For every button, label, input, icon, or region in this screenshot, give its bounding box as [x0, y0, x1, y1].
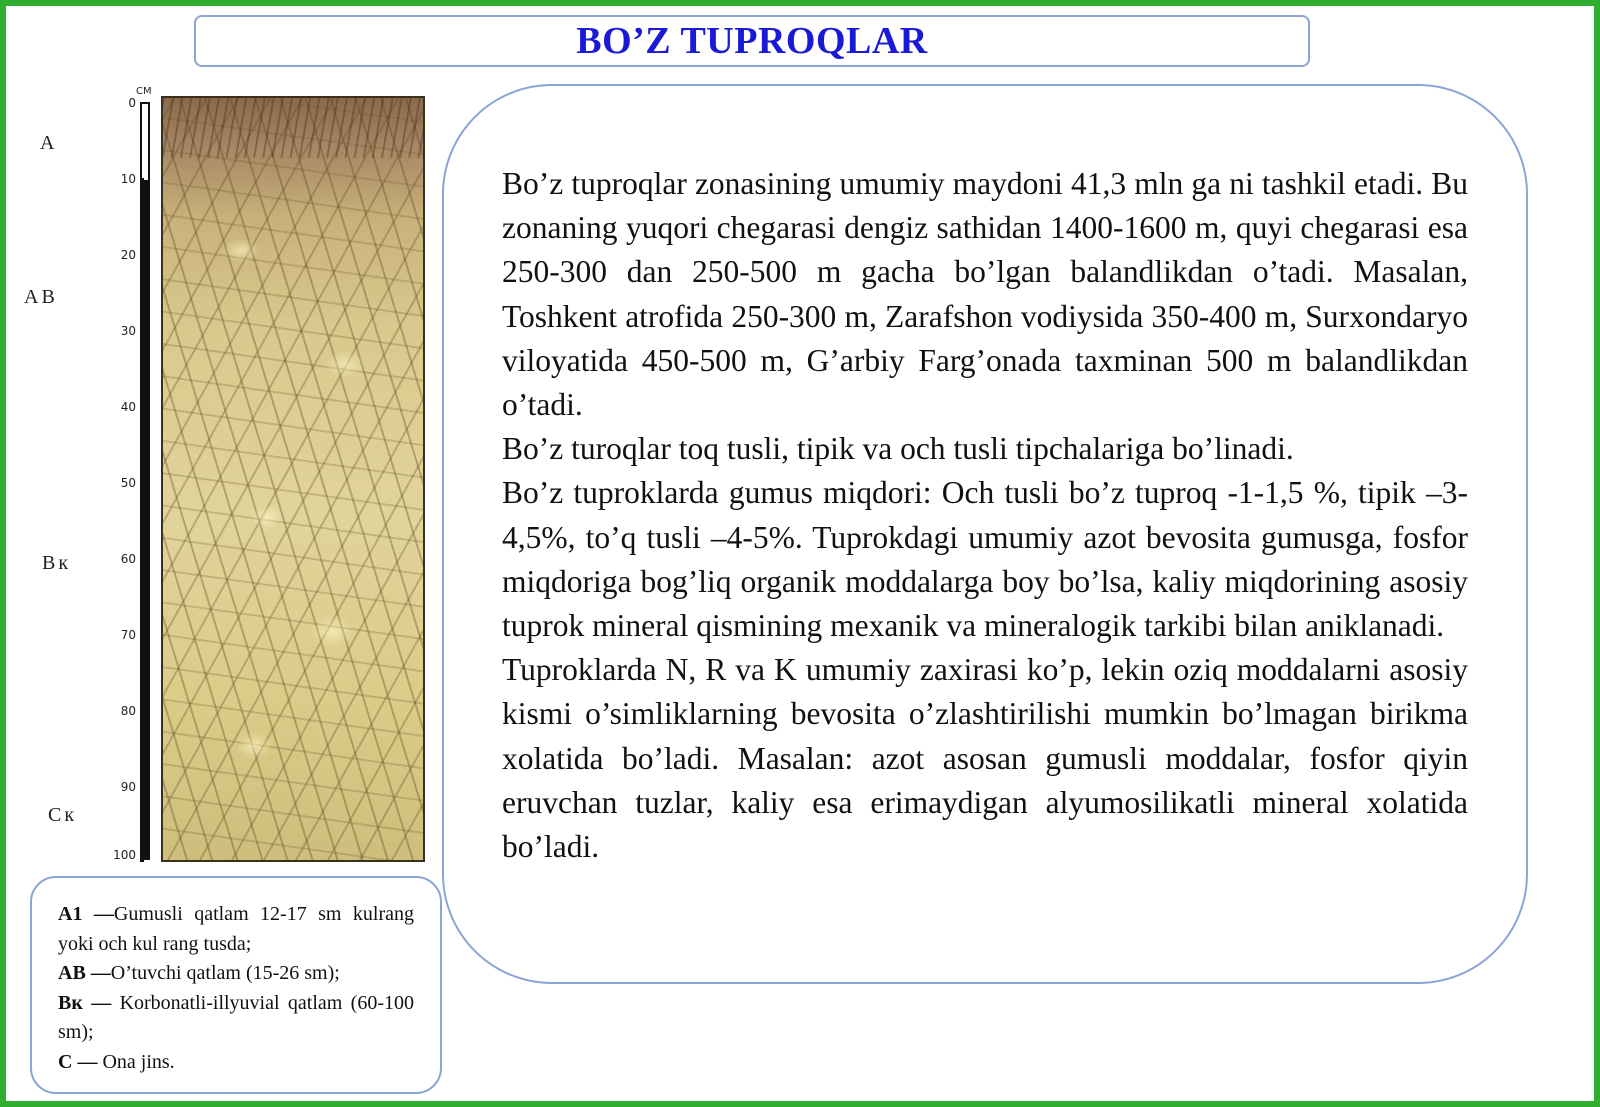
- paragraph: Tuproklarda N, R va K umumiy zaxirasi ko’p, lekin oziq moddalarni asosiy kismi o’simliklarning bevosita o’zlashtirilishi mumkin bo’lmagan birikma xolatida bo’ladi. Masalan: azot asosan gumusli moddalar, fosfor qiyin eruvchan tuzlar, kaliy esa erimaydigan alyumosilikatli mineral xolatida bo’ladi.: [502, 652, 1468, 865]
- title-box: [194, 15, 1310, 67]
- depth-tick: [140, 860, 144, 862]
- legend-text: Gumusli qatlam 12-17 sm kulrang yoki och kul rang tusda;: [58, 903, 414, 955]
- depth-tick: [140, 633, 144, 635]
- depth-tick-label: 40: [120, 400, 136, 414]
- horizon-label-b: Bк: [42, 552, 72, 574]
- depth-tick-label: 100: [113, 848, 136, 862]
- horizon-legend: [30, 876, 442, 1094]
- depth-tick: [140, 329, 144, 331]
- soil-column-image: [161, 96, 425, 862]
- depth-tick-label: 50: [120, 476, 136, 490]
- legend-item: [58, 989, 414, 1048]
- horizon-label-a: A: [40, 132, 58, 154]
- depth-tick: [140, 178, 144, 180]
- legend-code: A1 —: [58, 903, 114, 925]
- legend-code: Bк —: [58, 991, 112, 1014]
- legend-item: [58, 959, 414, 989]
- depth-tick: [140, 557, 144, 559]
- depth-tick-label: 90: [120, 780, 136, 794]
- paragraph: Bo’z tuproklarda gumus miqdori: Och tusli bo’z tuproq -1-1,5 %, tipik –3-4,5%, to’q tusli –4-5%. Tuprokdagi umumiy azot bevosita gumusga, fosfor miqdoriga bog’liq organik moddalarga boy bo’lsa, kaliy miqdorining asosiy tuprok mineral qismining mexanik va mineralogik tarkibi bilan aniklanadi.: [502, 475, 1468, 644]
- legend-text: O’tuvchi qatlam (15-26 sm);: [110, 962, 340, 984]
- depth-tick-label: 80: [120, 704, 136, 718]
- depth-tick: [140, 254, 144, 256]
- legend-code: C —: [58, 1050, 98, 1073]
- legend-text: Ona jins.: [97, 1050, 175, 1073]
- depth-tick-label: 0: [128, 96, 136, 110]
- depth-tick-label: 70: [120, 628, 136, 642]
- paragraph: Bo’z tuproqlar zonasining umumiy maydoni 41,3 mln ga ni tashkil etadi. Bu zonaning yuqori chegarasi dengiz sathidan 1400-1600 m, quyi chegarasi esa 250-300 dan 250-500 m gacha bo’lgan balandlikdan o’tadi. Masalan, Toshkent atrofida 250-300 m, Zarafshon vodiysida 350-400 m, Surxondaryo viloyatida 450-500 m, G’arbiy Farg’onada taxminan 500 m balandlikdan o’tadi.: [502, 166, 1468, 423]
- depth-tick-label: 20: [120, 248, 136, 262]
- legend-item: [58, 1048, 414, 1078]
- depth-tick: [140, 784, 144, 786]
- horizon-label-c: Cк: [48, 804, 78, 826]
- depth-tick-label: 30: [120, 324, 136, 338]
- legend-code: AB —: [58, 962, 111, 984]
- soil-profile-illustration: [20, 86, 420, 876]
- humus-layer-texture: [163, 98, 423, 158]
- depth-tick: [140, 708, 144, 710]
- depth-tick: [140, 405, 144, 407]
- depth-tick-label: 10: [120, 172, 136, 186]
- horizon-label-ab: AB: [24, 286, 58, 308]
- depth-unit-label: CM: [136, 86, 152, 97]
- legend-item: [58, 900, 414, 959]
- depth-tick: [140, 102, 144, 104]
- page-title: BO’Z TUPROQLAR: [576, 20, 928, 62]
- main-text: [502, 162, 1468, 869]
- legend-text: Korbonatli-illyuvial qatlam (60-100 sm);: [58, 991, 414, 1043]
- paragraph: Bo’z turoqlar toq tusli, tipik va och tusli tipchalariga bo’linadi.: [502, 431, 1294, 467]
- depth-tick-label: 60: [120, 552, 136, 566]
- depth-tick: [140, 481, 144, 483]
